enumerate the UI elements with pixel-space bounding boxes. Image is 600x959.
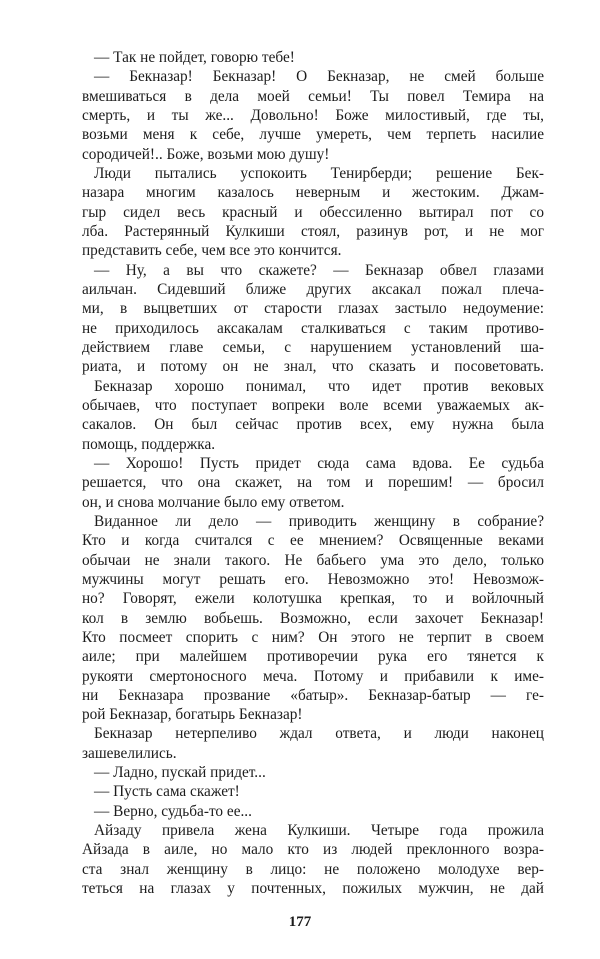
- text-line: но? Говорят, ежели колотушка крепкая, то и войлочный: [82, 590, 544, 608]
- text-line: Бекназар нетерпеливо ждал ответа, и люди наконец: [94, 725, 544, 743]
- text-line: Виданное ли дело — приводить женщину в собрание?: [94, 512, 544, 530]
- text-line: — Бекназар! Бекназар! О Бекназар, не смей больше: [94, 68, 544, 86]
- text-line: сакалов. Он был сейчас против всех, ему нужна была: [82, 416, 544, 434]
- text-line: решается, что она скажет, на том и порешим! — бросил: [82, 474, 544, 492]
- text-line: ста знал женщину в лицо: не положено молодухе вер-: [82, 860, 544, 878]
- text-line: ми, в выцветших от старости глазах застыло недоумение:: [82, 300, 544, 318]
- text-line: мужчины могут решать его. Невозможно это! Невозмож-: [82, 570, 544, 588]
- text-line: Кто посмеет спорить с ним? Он этого не терпит в своем: [82, 628, 544, 646]
- text-line: — Ладно, пускай придет...: [94, 764, 266, 782]
- text-line: обычаи не знали такого. Не бабьего ума это дело, только: [82, 551, 544, 569]
- text-line: рукояти смертоносного меча. Потому и прибавили к име-: [82, 667, 544, 685]
- body-text: [82, 48, 544, 898]
- text-line: — Хорошо! Пусть придет сюда сама вдова. Ее судьба: [94, 454, 544, 472]
- text-line: Бекназар хорошо понимал, что идет против вековых: [94, 377, 544, 395]
- text-line: теться на глазах у почтенных, пожилых мужчин, не дай: [82, 880, 544, 898]
- text-line: кол в землю вобьешь. Возможно, если захочет Бекназар!: [82, 609, 544, 627]
- text-line: Айзада в аиле, но мало кто из людей преклонного возра-: [82, 841, 544, 859]
- text-line: смерть, и ты же... Довольно! Боже милостивый, где ты,: [82, 106, 544, 124]
- page-number: 177: [288, 914, 312, 930]
- text-line: Кто и когда считался с ее мнением? Освященные веками: [82, 532, 544, 550]
- text-line: зашевелились.: [82, 744, 177, 762]
- text-line: аиле; при малейшем противоречии рука его тянется к: [82, 648, 544, 666]
- text-line: сородичей!.. Боже, возьми мою душу!: [82, 145, 330, 163]
- text-line: аильчан. Сидевший ближе других аксакал пожал плеча-: [82, 280, 544, 298]
- text-line: возьми меня к себе, лучше умереть, чем терпеть насилие: [82, 126, 544, 144]
- text-line: назара многим казалось неверным и жестоким. Джам-: [82, 184, 544, 202]
- text-line: не приходилось аксакалам сталкиваться с таким противо-: [82, 319, 544, 337]
- text-line: представить себе, чем все это кончится.: [82, 242, 342, 260]
- text-line: обычаев, что поступает вопреки воле всеми уважаемых ак-: [82, 396, 544, 414]
- text-line: — Так не пойдет, говорю тебе!: [94, 49, 295, 66]
- text-line: он, и снова молчание было ему ответом.: [82, 493, 345, 511]
- text-line: лба. Растерянный Кулкиши стоял, разинув рот, и не мог: [82, 222, 544, 240]
- text-line: — Пусть сама скажет!: [94, 783, 240, 801]
- text-line: рой Бекназар, богатырь Бекназар!: [82, 706, 303, 724]
- text-line: гыр сидел весь красный и обессиленно вытирал пот со: [82, 203, 544, 221]
- text-line: действием главе семьи, с нарушением установлений ша-: [82, 338, 544, 356]
- text-line: — Верно, судьба-то ее...: [94, 802, 252, 820]
- text-line: помощь, поддержка.: [82, 435, 216, 453]
- text-line: — Ну, а вы что скажете? — Бекназар обвел глазами: [94, 261, 544, 279]
- text-line: риата, и потому он не знал, что сказать и посоветовать.: [82, 358, 544, 376]
- text-line: Люди пытались успокоить Тенирберди; решение Бек-: [94, 164, 544, 182]
- text-line: вмешиваться в дела моей семьи! Ты повел Темира на: [82, 87, 544, 105]
- text-line: Айзаду привела жена Кулкиши. Четыре года прожила: [94, 822, 544, 840]
- text-line: ни Бекназара прозвание «батыр». Бекназар-батыр — ге-: [82, 686, 544, 704]
